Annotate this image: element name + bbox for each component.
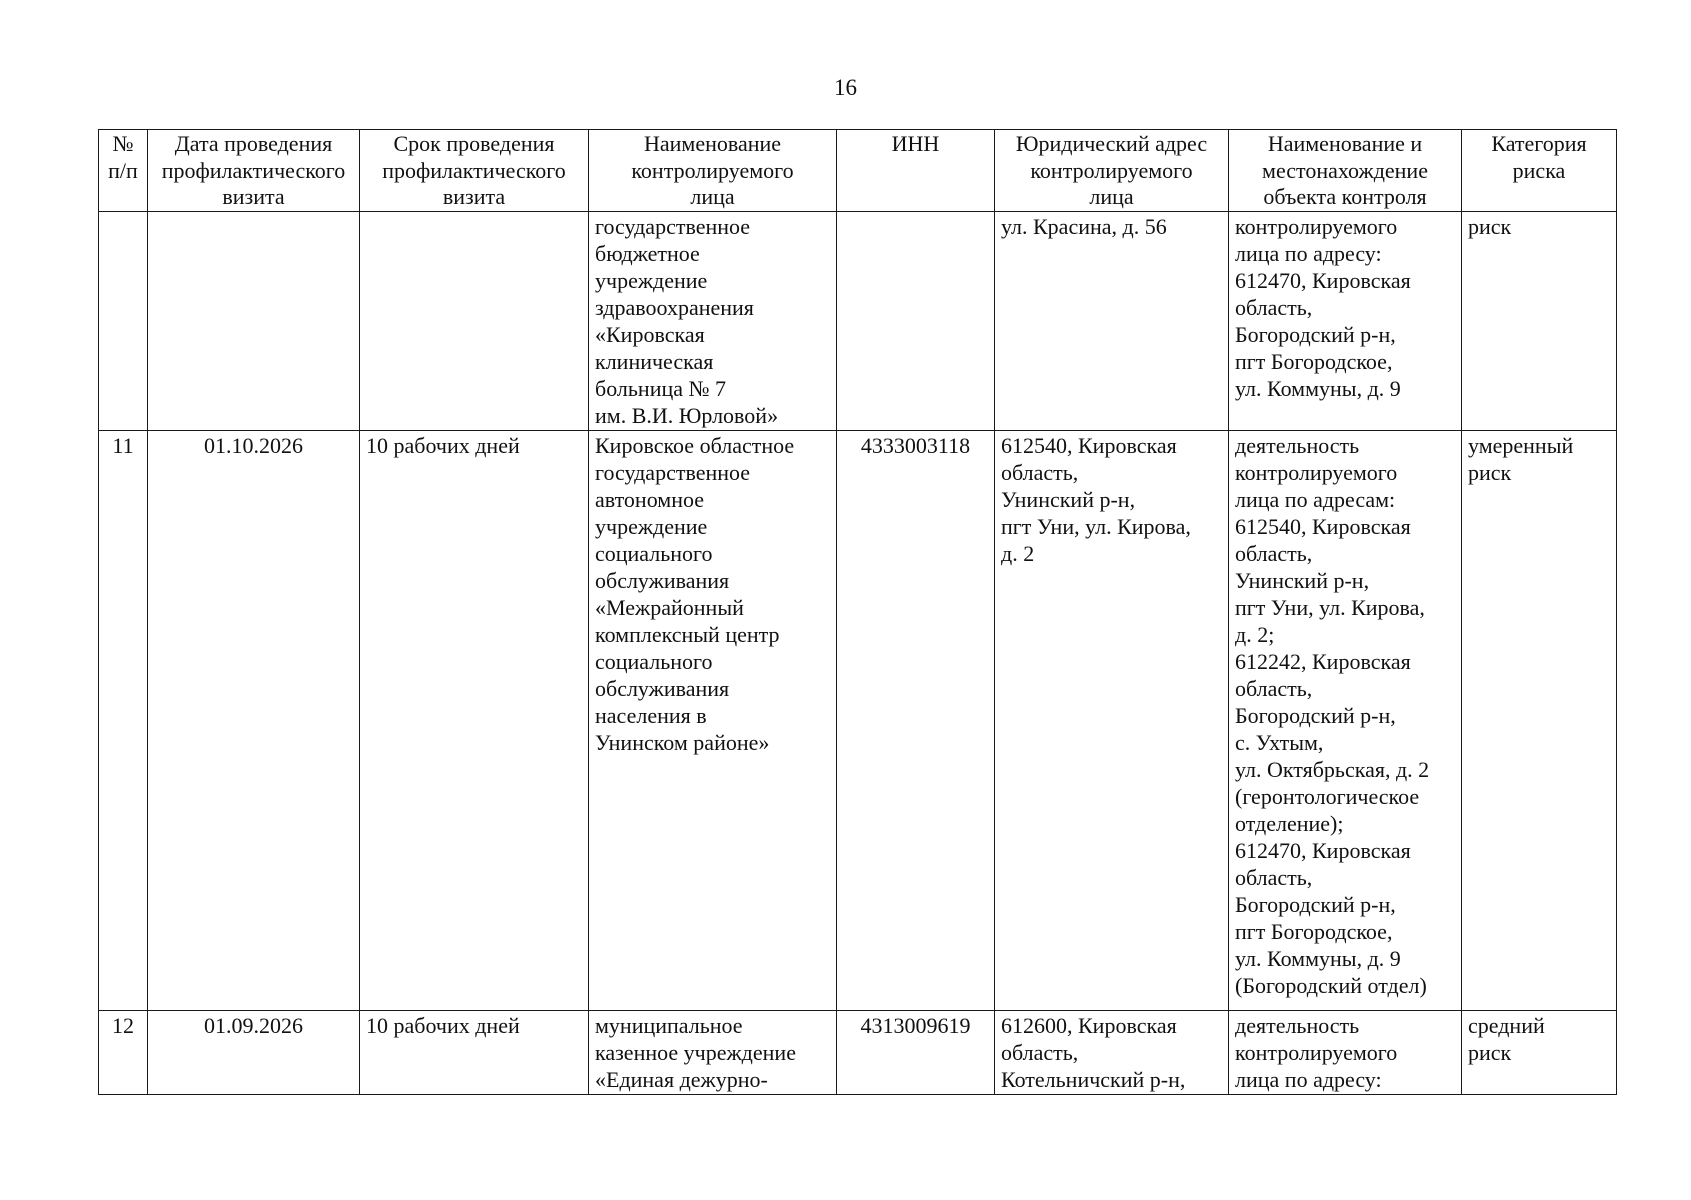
- control-object: деятельность контролируемого лица по адресам: 612540, Кировская область, Унинский р-н, пгт Уни, ул. Кирова, д. 2; 612242, Кировская область, Богородский р-н, с. Ухтым, ул. Октябрьская, д. 2 (геронтологическое отделение); 612470, Кировская область, Богородский р-н, пгт Богородское, ул. Коммуны, д. 9 (Богородский отдел): [1229, 430, 1462, 1010]
- header-visit-date: Дата проведения профилактического визита: [148, 130, 360, 212]
- entity-inn: [837, 211, 995, 430]
- entity-name: государственное бюджетное учреждение здравоохранения «Кировская клиническая больница № 7 им. В.И. Юрловой»: [589, 211, 837, 430]
- header-inn: ИНН: [837, 130, 995, 212]
- table-row: [99, 1010, 1617, 1094]
- risk-category: средний риск: [1462, 1010, 1617, 1094]
- inspection-schedule-table: [98, 129, 1617, 1095]
- visit-date: 01.10.2026: [148, 430, 360, 1010]
- entity-inn: 4313009619: [837, 1010, 995, 1094]
- entity-inn: 4333003118: [837, 430, 995, 1010]
- risk-category: риск: [1462, 211, 1617, 430]
- table-row: [99, 430, 1617, 1010]
- header-number: № п/п: [99, 130, 148, 212]
- entity-name: муниципальное казенное учреждение «Единая дежурно-: [589, 1010, 837, 1094]
- row-number: [99, 211, 148, 430]
- header-visit-term: Срок проведения профилактического визита: [360, 130, 589, 212]
- visit-term: [360, 211, 589, 430]
- row-number: 11: [99, 430, 148, 1010]
- header-risk-category: Категория риска: [1462, 130, 1617, 212]
- control-object: контролируемого лица по адресу: 612470, Кировская область, Богородский р-н, пгт Богородское, ул. Коммуны, д. 9: [1229, 211, 1462, 430]
- legal-address: 612600, Кировская область, Котельничский р-н,: [995, 1010, 1229, 1094]
- visit-term: 10 рабочих дней: [360, 430, 589, 1010]
- header-control-object: Наименование и местонахождение объекта контроля: [1229, 130, 1462, 212]
- table-row: [99, 211, 1617, 430]
- visit-date: 01.09.2026: [148, 1010, 360, 1094]
- row-number: 12: [99, 1010, 148, 1094]
- visit-term: 10 рабочих дней: [360, 1010, 589, 1094]
- page-number: 16: [834, 75, 857, 100]
- table-header-row: [99, 130, 1617, 212]
- legal-address: 612540, Кировская область, Унинский р-н, пгт Уни, ул. Кирова, д. 2: [995, 430, 1229, 1010]
- control-object: деятельность контролируемого лица по адресу:: [1229, 1010, 1462, 1094]
- header-entity-name: Наименование контролируемого лица: [589, 130, 837, 212]
- risk-category: умеренный риск: [1462, 430, 1617, 1010]
- header-legal-address: Юридический адрес контролируемого лица: [995, 130, 1229, 212]
- legal-address: ул. Красина, д. 56: [995, 211, 1229, 430]
- entity-name: Кировское областное государственное автономное учреждение социального обслуживания «Межрайонный комплексный центр социального обслуживания населения в Унинском районе»: [589, 430, 837, 1010]
- visit-date: [148, 211, 360, 430]
